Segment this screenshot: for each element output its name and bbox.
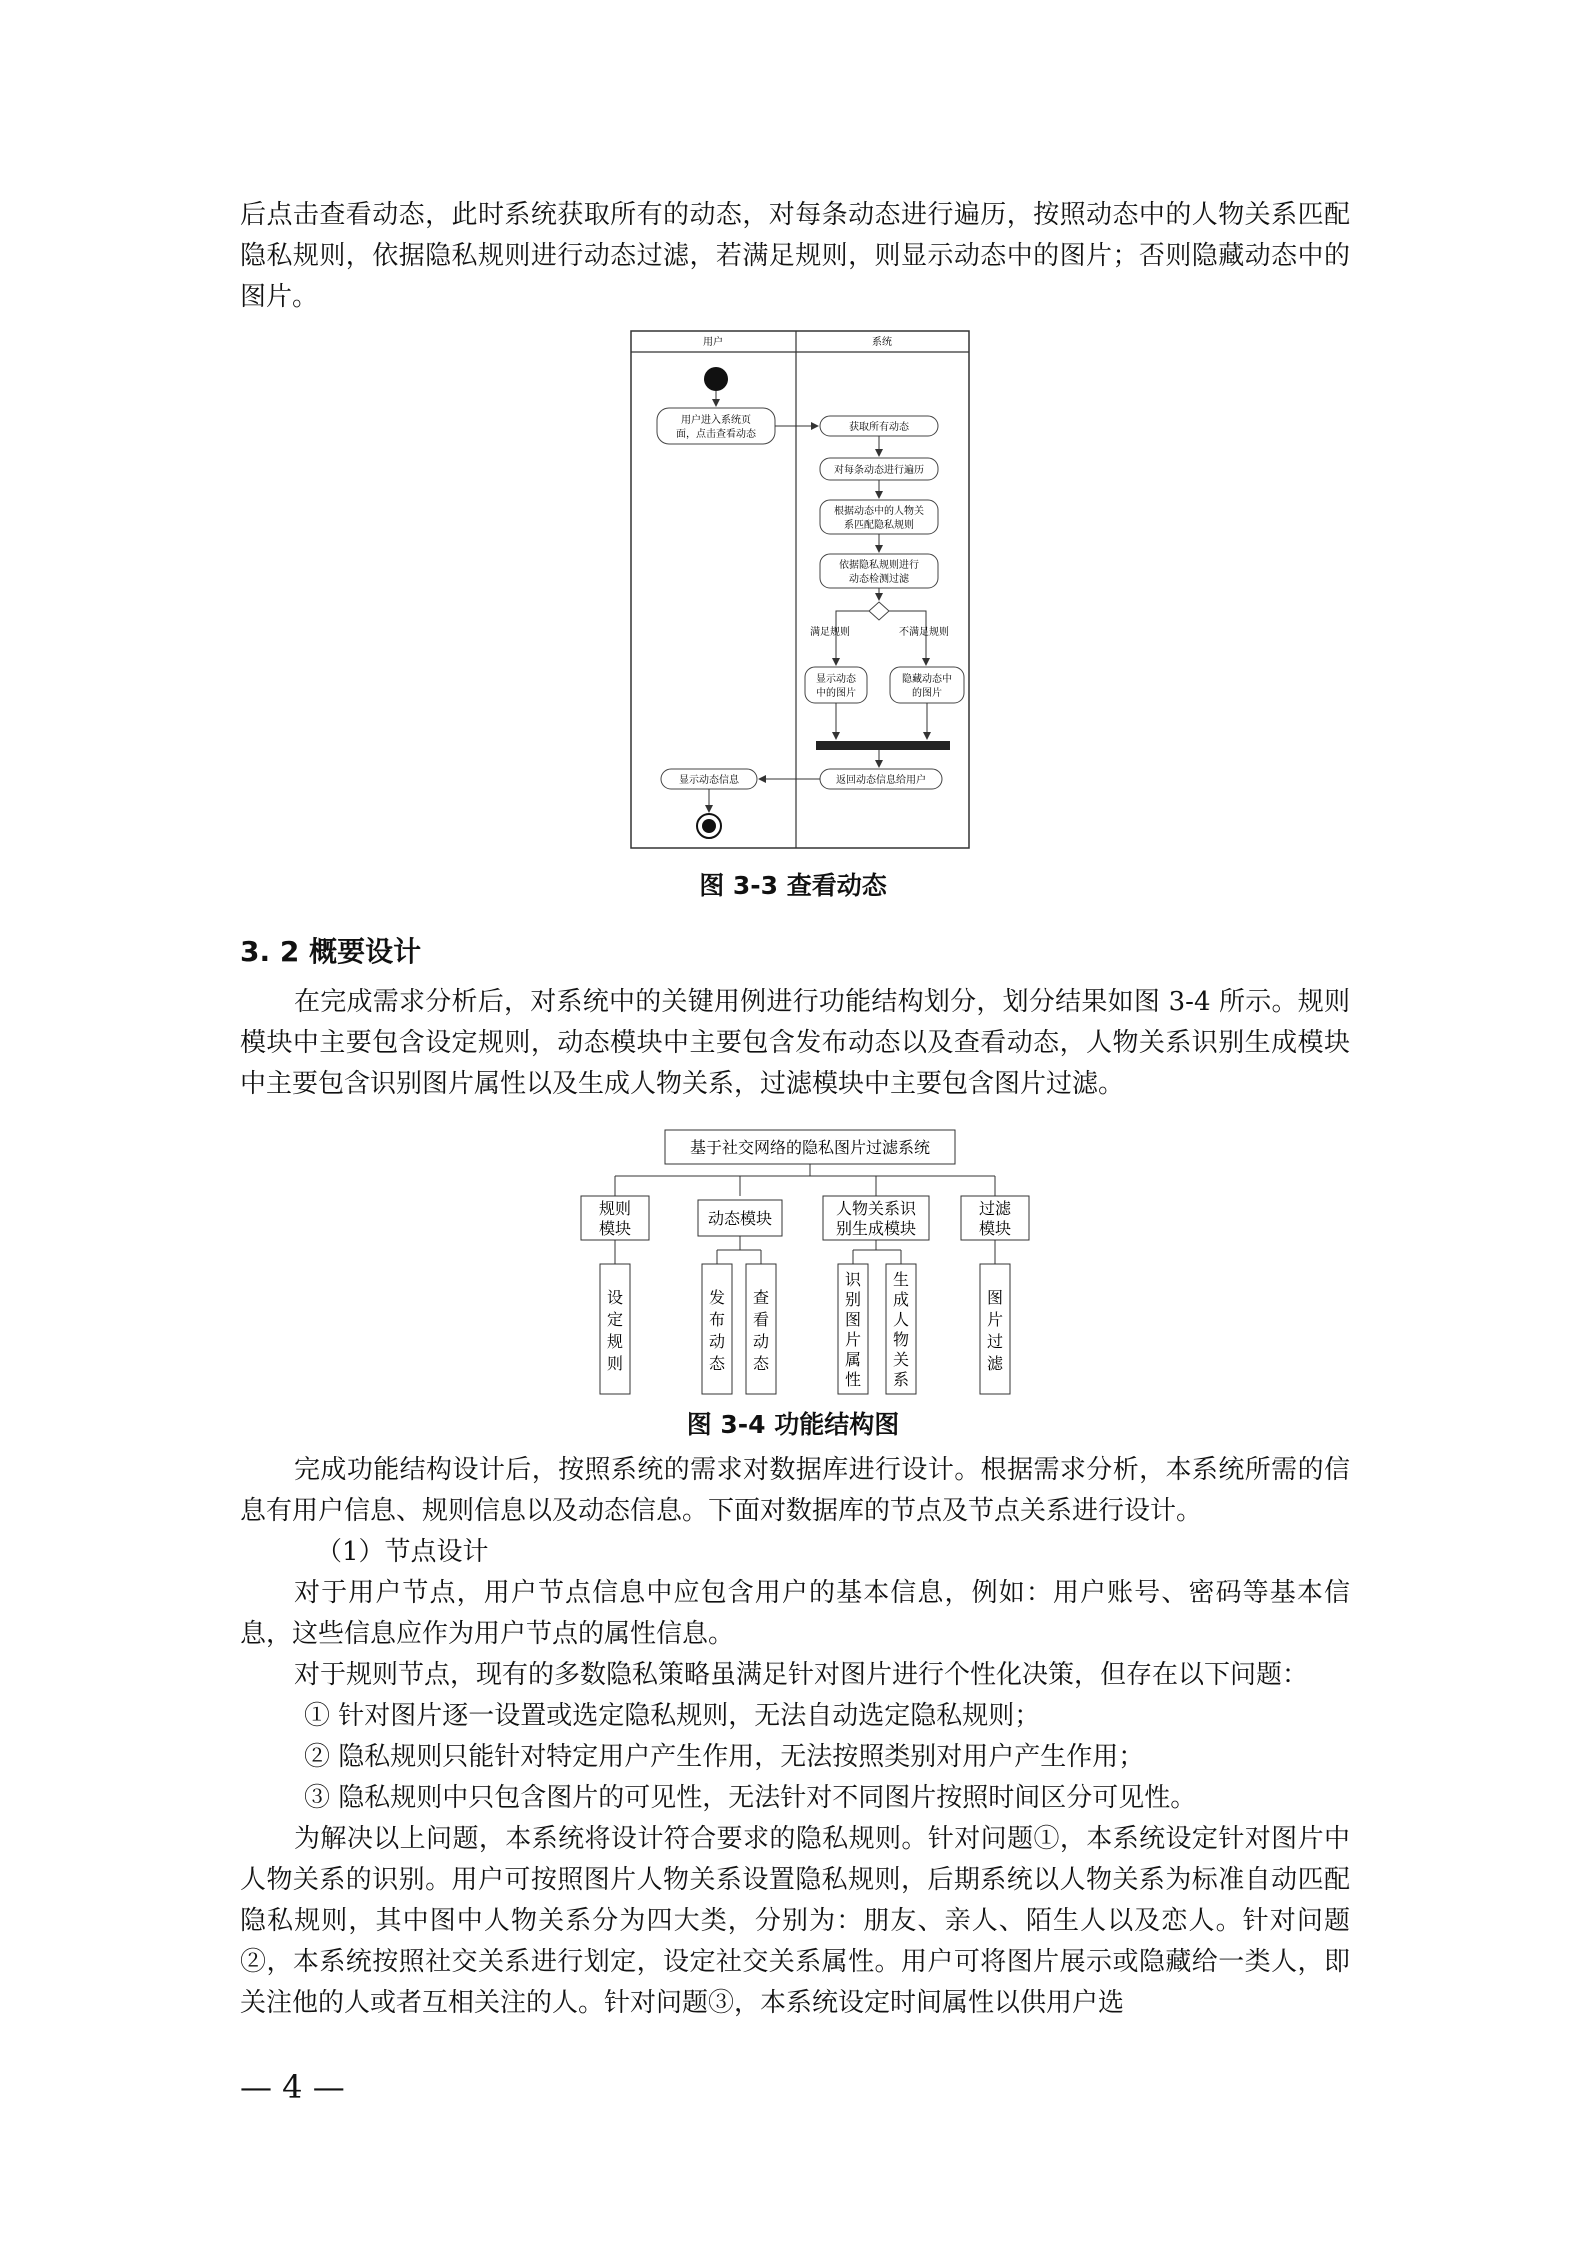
module-relation-text-1: 人物关系识	[835, 1199, 917, 1218]
show-info-text: 显示动态信息	[679, 775, 739, 786]
return-info-text: 返回动态信息给用户	[836, 775, 926, 786]
leaf-publish-char: 动	[708, 1332, 726, 1351]
filter-text-2: 动态检测过滤	[849, 574, 909, 585]
leaf-identify-char: 属	[844, 1350, 862, 1369]
problem-item-3: ③ 隐私规则中只包含图片的可见性，无法针对不同图片按照时间区分可见性。	[304, 1783, 1197, 1813]
page-number: — 4 —	[240, 2068, 345, 2106]
leaf-identify-char: 性	[844, 1370, 862, 1389]
leaf-publish-char: 布	[708, 1310, 726, 1329]
leaf-view-char: 态	[752, 1354, 770, 1373]
problem-item-2: ② 隐私规则只能针对特定用户产生作用，无法按照类别对用户产生作用；	[304, 1742, 1145, 1772]
leaf-set-rule	[600, 1264, 630, 1394]
leaf-identify-char: 片	[844, 1330, 862, 1349]
leaf-set-rule-char: 规	[606, 1332, 624, 1351]
leaf-filter-char: 片	[986, 1310, 1004, 1329]
leaf-filter-char: 图	[986, 1288, 1004, 1307]
leaf-set-rule-char: 则	[606, 1354, 624, 1373]
paragraph-user-node: 对于用户节点，用户节点信息中应包含用户的基本信息，例如：用户账号、密码等基本信息，这些信息应作为用户节点的属性信息。	[240, 1578, 1350, 1649]
leaf-view-char: 动	[752, 1332, 770, 1351]
satisfy-label: 满足规则	[810, 627, 850, 638]
show-pic-text-1: 显示动态	[816, 674, 856, 685]
leaf-generate-char: 人	[892, 1310, 910, 1329]
node-design-heading: （1）节点设计	[316, 1537, 489, 1567]
match-text-1: 根据动态中的人物关	[834, 506, 924, 517]
show-pic-text-2: 中的图片	[816, 688, 856, 699]
start-node	[704, 367, 728, 391]
function-structure-diagram	[570, 1128, 1040, 1398]
section-title: 3. 2 概要设计	[240, 935, 422, 968]
hide-pic-text-1: 隐藏动态中	[902, 674, 952, 685]
problem-item-1: ① 针对图片逐一设置或选定隐私规则，无法自动选定隐私规则；	[304, 1701, 1041, 1731]
leaf-publish	[702, 1264, 732, 1394]
module-dynamic-text: 动态模块	[707, 1209, 773, 1228]
paragraph-solution: 为解决以上问题，本系统将设计符合要求的隐私规则。针对问题①，本系统设定针对图片中人物关系的识别。用户可按照图片人物关系设置隐私规则，后期系统以人物关系为标准自动匹配隐私规则，其中图中人物关系分为四大类，分别为：朋友、亲人、陌生人以及恋人。针对问题②，本系统按照社交关系进行划定，设定社交关系属性。用户可将图片展示或隐藏给一类人，即关注他的人或者互相关注的人。针对问题③，本系统设定时间属性以供用户选	[240, 1824, 1350, 2018]
hide-pic-text-2: 的图片	[912, 688, 942, 699]
leaf-view	[746, 1264, 776, 1394]
figure-3-4-caption: 图 3-4 功能结构图	[686, 1410, 900, 1439]
leaf-filter-char: 过	[986, 1332, 1004, 1351]
user-enter-text-2: 面，点击查看动态	[676, 429, 756, 440]
activity-diagram	[630, 330, 970, 850]
leaf-set-rule-char: 设	[606, 1288, 624, 1307]
leaf-identify-char: 图	[844, 1310, 862, 1329]
leaf-view-char: 查	[752, 1288, 770, 1307]
module-rule-text-2: 模块	[598, 1219, 632, 1238]
top-paragraph: 后点击查看动态，此时系统获取所有的动态，对每条动态进行遍历，按照动态中的人物关系匹配隐私规则，依据隐私规则进行动态过滤，若满足规则，则显示动态中的图片；否则隐藏动态中的图片。	[240, 200, 1350, 312]
get-all-text: 获取所有动态	[849, 422, 909, 433]
match-text-2: 系匹配隐私规则	[844, 520, 914, 531]
lane-system-label: 系统	[872, 337, 892, 348]
leaf-filter-char: 滤	[986, 1354, 1004, 1373]
leaf-identify-char: 别	[844, 1290, 862, 1309]
leaf-generate-char: 物	[892, 1330, 910, 1349]
leaf-generate-char: 关	[892, 1350, 910, 1369]
paragraph-rule-node: 对于规则节点，现有的多数隐私策略虽满足针对图片进行个性化决策，但存在以下问题：	[294, 1660, 1309, 1690]
leaf-generate-char: 成	[892, 1290, 910, 1309]
join-bar	[816, 741, 950, 750]
leaf-view-char: 看	[752, 1310, 770, 1329]
not-satisfy-label: 不满足规则	[899, 627, 949, 638]
module-filter-text-2: 模块	[978, 1219, 1012, 1238]
filter-text-1: 依据隐私规则进行	[839, 560, 919, 571]
paragraph-structure-division: 在完成需求分析后，对系统中的关键用例进行功能结构划分，划分结果如图 3-4 所示。规则模块中主要包含设定规则，动态模块中主要包含发布动态以及查看动态，人物关系识别生成模块中主要包含识别图片属性以及生成人物关系，过滤模块中主要包含图片过滤。	[240, 987, 1350, 1099]
module-filter-text-1: 过滤	[978, 1199, 1012, 1218]
root-text: 基于社交网络的隐私图片过滤系统	[689, 1138, 931, 1157]
leaf-publish-char: 态	[708, 1354, 726, 1373]
user-enter-text-1: 用户进入系统页	[681, 415, 751, 426]
traverse-text: 对每条动态进行遍历	[834, 465, 924, 476]
paragraph-database-design: 完成功能结构设计后，按照系统的需求对数据库进行设计。根据需求分析，本系统所需的信息有用户信息、规则信息以及动态信息。下面对数据库的节点及节点关系进行设计。	[240, 1455, 1350, 1526]
module-relation-text-2: 别生成模块	[835, 1219, 917, 1238]
leaf-publish-char: 发	[708, 1288, 726, 1307]
lane-user-label: 用户	[703, 337, 723, 348]
leaf-generate-char: 生	[892, 1270, 910, 1289]
leaf-filter	[980, 1264, 1010, 1394]
leaf-identify-char: 识	[844, 1270, 862, 1289]
module-rule-text-1: 规则	[598, 1199, 632, 1218]
leaf-generate-char: 系	[892, 1370, 910, 1389]
figure-3-3-caption: 图 3-3 查看动态	[699, 871, 887, 900]
leaf-set-rule-char: 定	[606, 1310, 624, 1329]
